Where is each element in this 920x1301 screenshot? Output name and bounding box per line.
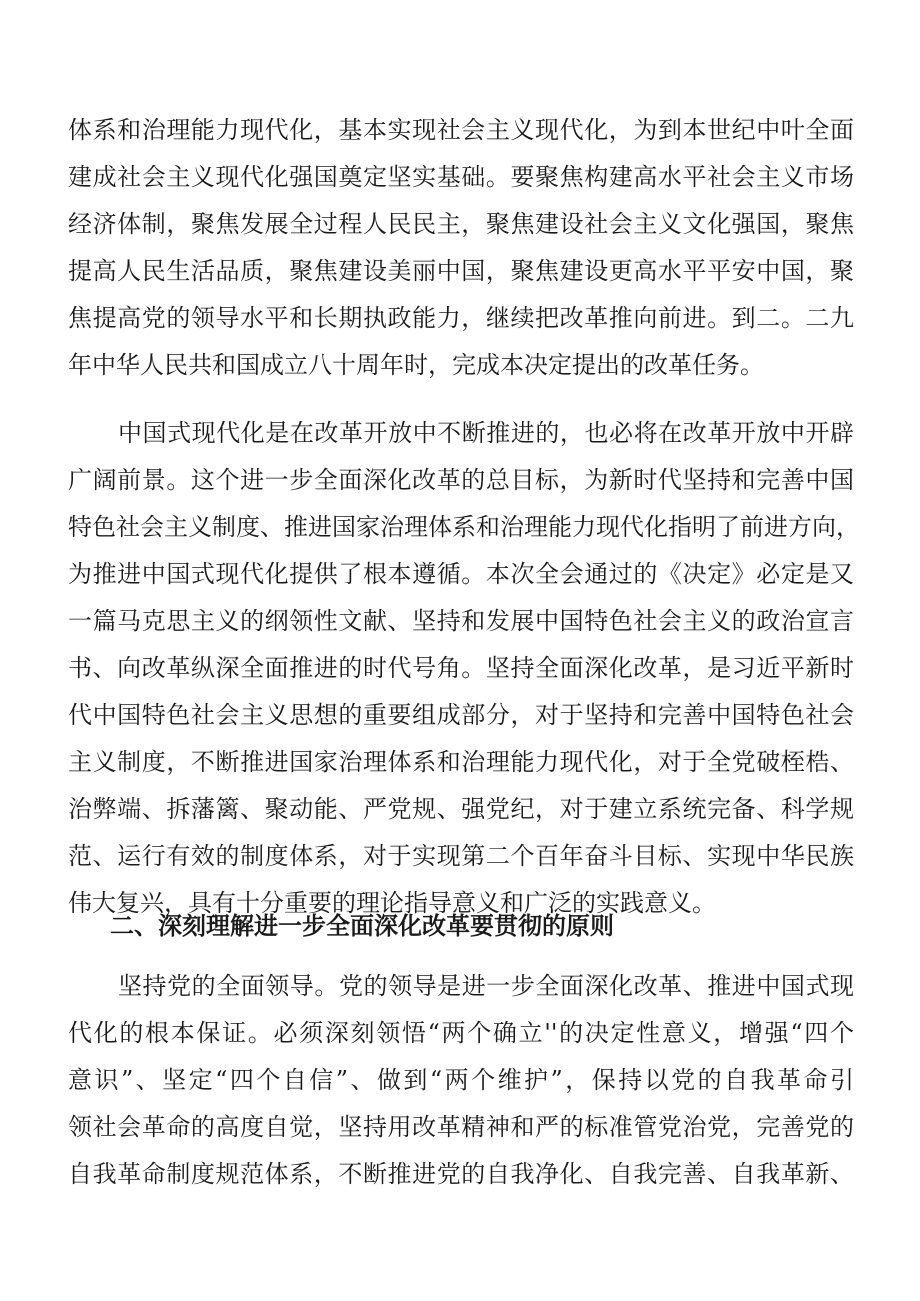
text-line: 伟大复兴，具有十分重要的理论指导意义和广泛的实践意义。	[68, 889, 716, 917]
text-line: 广阔前景。这个进一步全面深化改革的总目标，为新时代坚持和完善中国	[68, 466, 854, 494]
text-line: 一篇马克思主义的纲领性文献、坚持和发展中国特色社会主义的政治宣言	[68, 607, 854, 635]
text-line: 提高人民生活品质，聚焦建设美丽中国，聚焦建设更高水平平安中国，聚	[68, 257, 854, 285]
text-line: 代化的根本保证。必须深刻领悟“两个确立''的决定性意义，增强“四个	[68, 1019, 854, 1047]
text-line: 体系和治理能力现代化，基本实现社会主义现代化，为到本世纪中叶全面	[68, 116, 854, 144]
text-line: 自我革命制度规范体系，不断推进党的自我净化、自我完善、自我革新、	[68, 1160, 854, 1188]
text-line: 代中国特色社会主义思想的重要组成部分，对于坚持和完善中国特色社会	[68, 701, 854, 729]
text-line: 中国式现代化是在改革开放中不断推进的，也必将在改革开放中开辟	[118, 419, 854, 447]
text-line: 坚持党的全面领导。党的领导是进一步全面深化改革、推进中国式现	[118, 972, 854, 1000]
text-line: 经济体制，聚焦发展全过程人民民主，聚焦建设社会主义文化强国，聚焦	[68, 210, 854, 238]
text-line: 特色社会主义制度、推进国家治理体系和治理能力现代化指明了前进方向，	[68, 513, 860, 541]
text-line: 建成社会主义现代化强国奠定坚实基础。要聚焦构建高水平社会主义市场	[68, 163, 854, 191]
text-line: 范、运行有效的制度体系，对于实现第二个百年奋斗目标、实现中华民族	[68, 842, 854, 870]
text-line: 书、向改革纵深全面推进的时代号角。坚持全面深化改革，是习近平新时	[68, 654, 854, 682]
text-line: 意识”、坚定“四个自信”、做到“两个维护”，保持以党的自我革命引	[68, 1066, 854, 1094]
text-line: 年中华人民共和国成立八十周年时，完成本决定提出的改革任务。	[68, 351, 764, 379]
text-line: 焦提高党的领导水平和长期执政能力，继续把改革推向前进。到二。二九	[68, 304, 854, 332]
text-line: 治弊端、拆藩篱、聚动能、严党规、强党纪，对于建立系统完备、科学规	[68, 795, 854, 823]
text-line: 为推进中国式现代化提供了根本遵循。本次全会通过的《决定》必定是又	[68, 560, 854, 588]
text-line: 主义制度，不断推进国家治理体系和治理能力现代化，对于全党破桎梏、	[68, 748, 854, 776]
text-line: 领社会革命的高度自觉，坚持用改革精神和严的标准管党治党，完善党的	[68, 1113, 854, 1141]
section-heading: 二、深刻理解进一步全面深化改革要贯彻的原则	[110, 912, 614, 940]
